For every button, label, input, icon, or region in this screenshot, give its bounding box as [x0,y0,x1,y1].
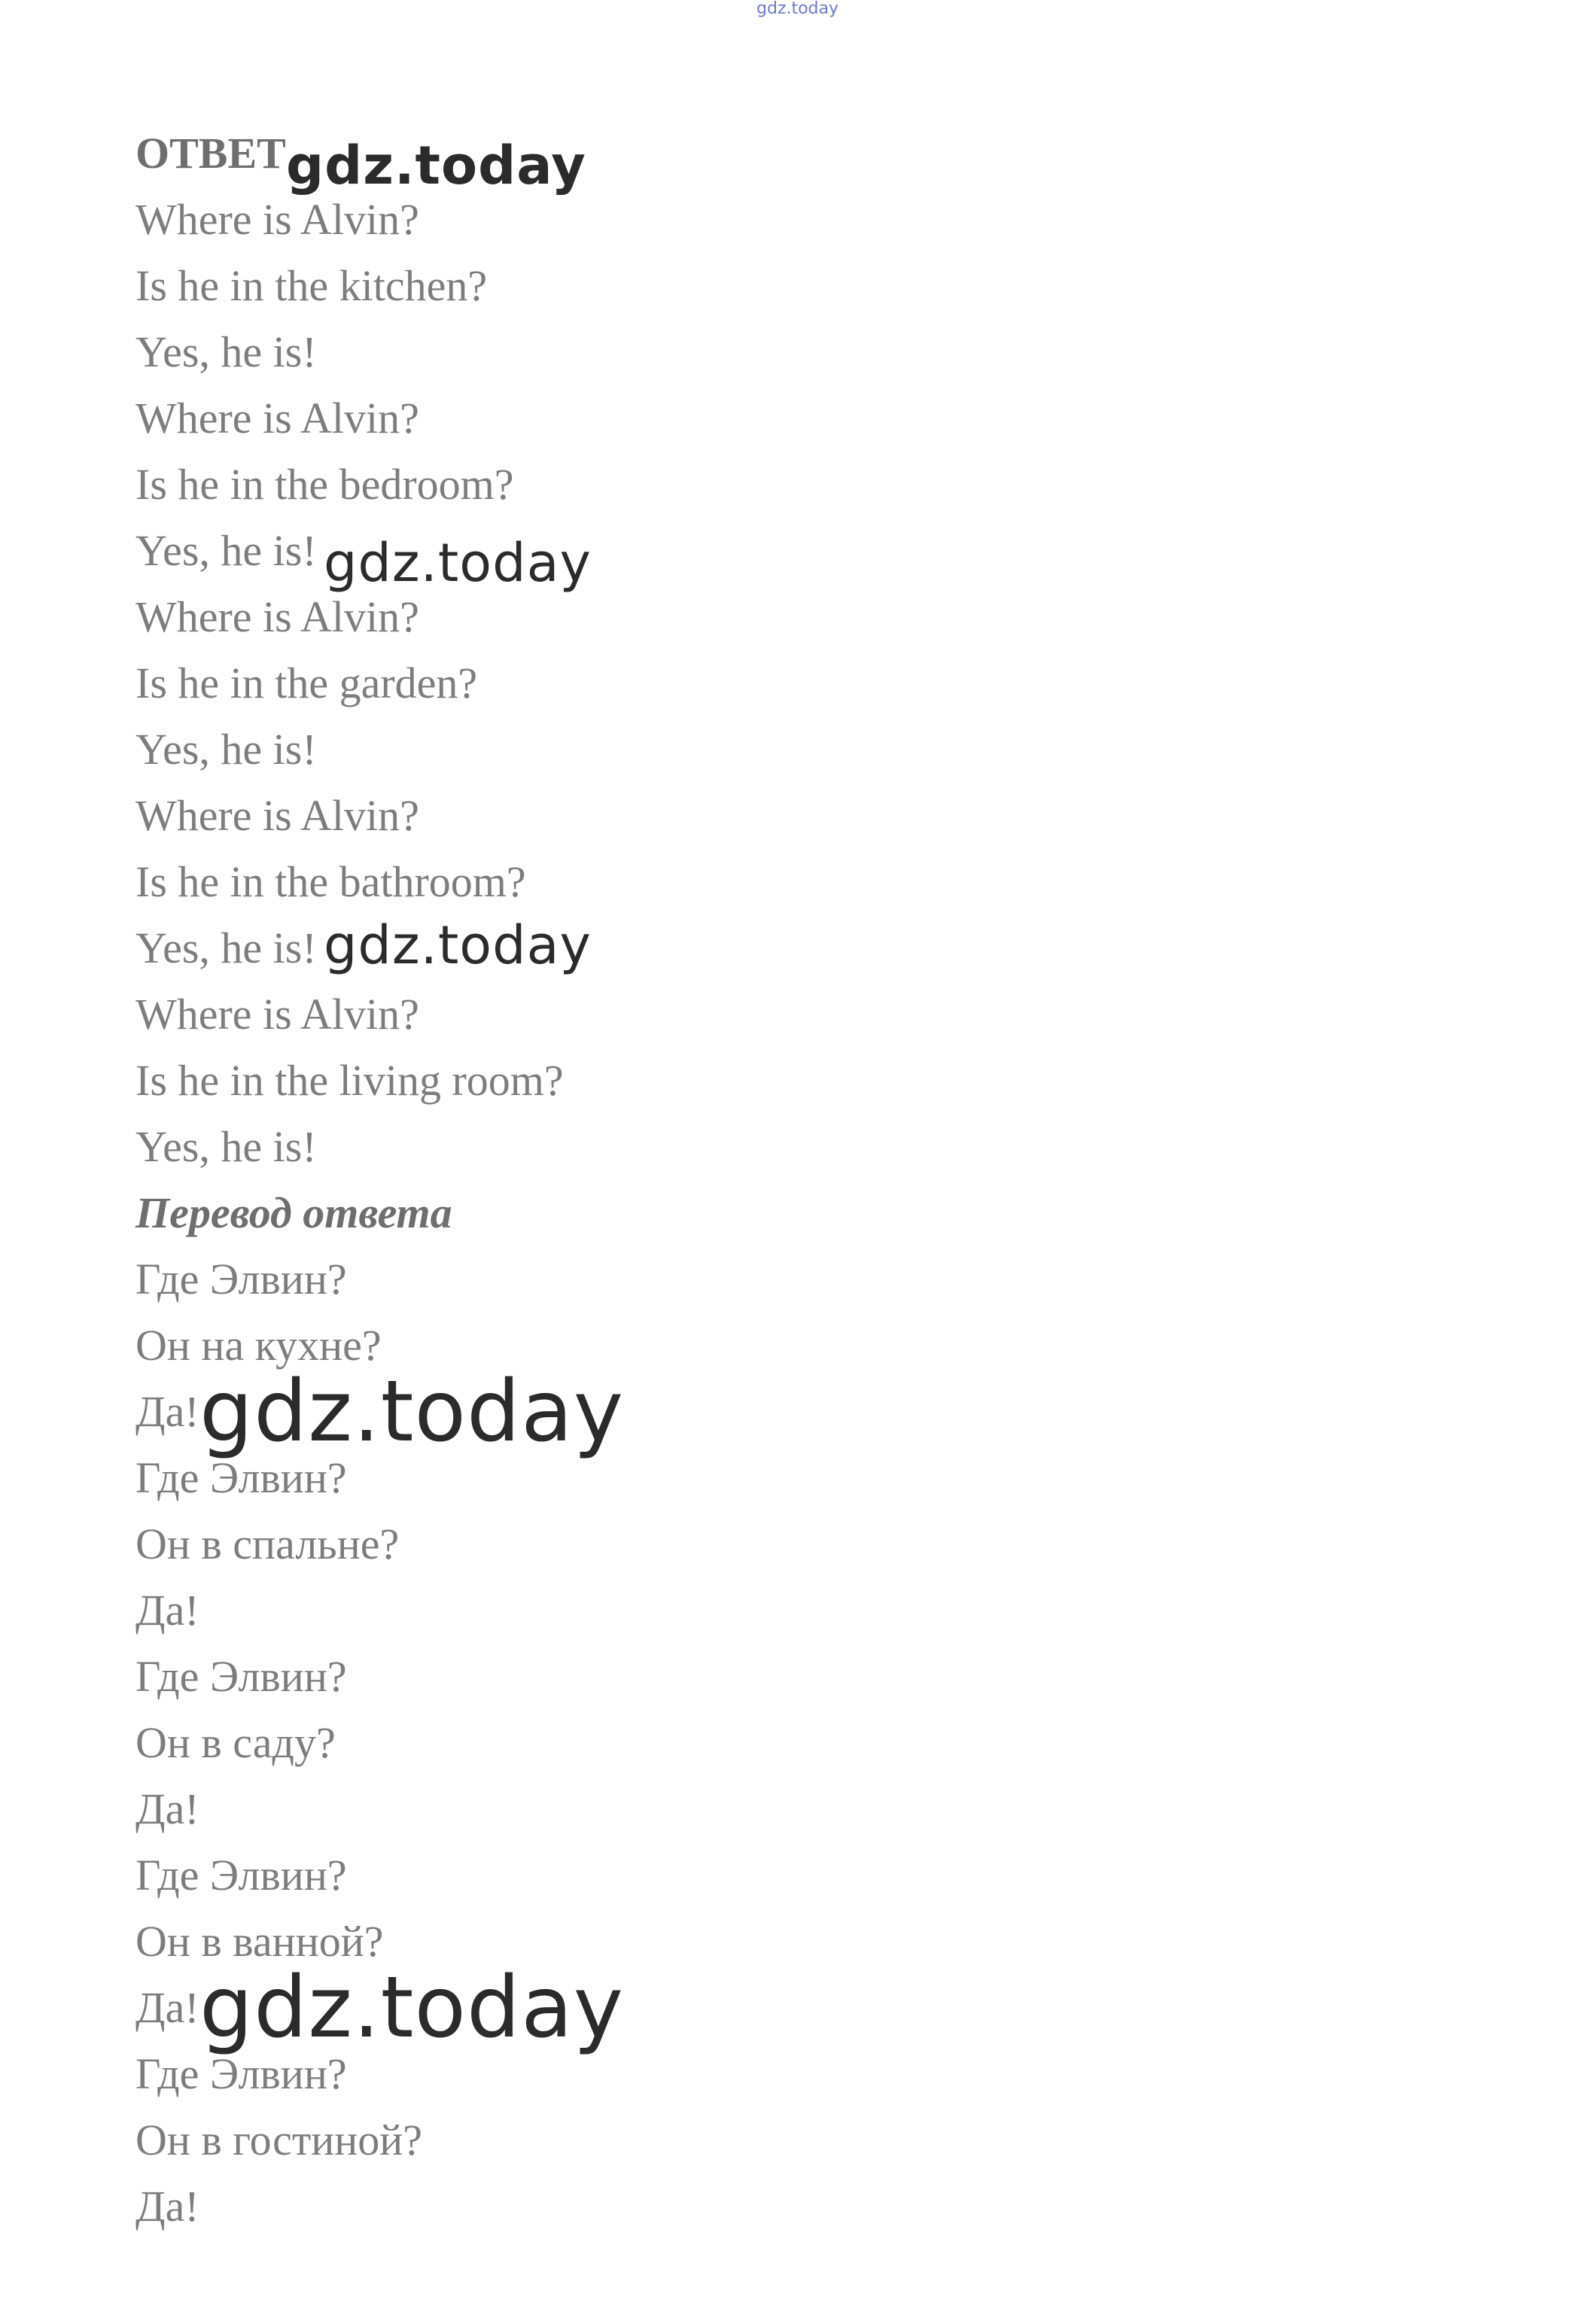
english-line-with-watermark [135,915,1490,981]
russian-line: Он на кухне? [135,1321,382,1370]
russian-line: Он в гостиной? [135,2116,423,2164]
russian-line: Он в саду? [135,1718,336,1767]
english-line-with-watermark [135,518,1490,594]
answer-heading [135,120,1490,196]
watermark-text: gdz.today [199,1363,625,1461]
english-line: Is he in the kitchen? [135,261,488,310]
top-watermark: gdz.today [756,0,839,18]
english-line: Is he in the garden? [135,659,478,707]
english-line: Yes, he is! [135,526,317,575]
translation-heading: Перевод ответа [135,1188,452,1237]
answer-document [135,120,1490,2240]
russian-line-with-watermark [135,1959,1490,2057]
russian-line: Да! [135,1983,199,2032]
english-line: Where is Alvin? [135,592,419,641]
russian-line: Он в спальне? [135,1519,400,1568]
watermark-text: gdz.today [324,532,592,594]
russian-line: Где Элвин? [135,1453,347,1502]
english-line: Where is Alvin? [135,394,419,443]
russian-line: Да! [135,1586,199,1635]
english-line: Where is Alvin? [135,195,419,244]
watermark-text: gdz.today [199,1959,625,2057]
english-line: Yes, he is! [135,327,317,376]
answer-heading-text: ОТВЕТ [135,129,286,178]
english-line: Is he in the bedroom? [135,460,514,509]
russian-line: Где Элвин? [135,1851,347,1900]
english-line: Yes, he is! [135,725,317,774]
russian-line: Где Элвин? [135,1652,347,1701]
watermark-text: gdz.today [286,135,586,196]
english-line: Is he in the bathroom? [135,857,526,906]
watermark-text: gdz.today [324,914,592,976]
russian-line: Где Элвин? [135,1255,347,1303]
russian-line: Да! [135,1784,199,1833]
russian-line: Да! [135,1387,199,1436]
russian-line-with-watermark [135,1363,1490,1461]
english-line: Is he in the living room? [135,1056,564,1105]
english-line: Yes, he is! [135,923,317,972]
russian-line: Да! [135,2182,199,2231]
russian-line: Он в ванной? [135,1917,384,1966]
russian-line: Где Элвин? [135,2049,347,2098]
english-line: Where is Alvin? [135,791,419,840]
english-line: Where is Alvin? [135,990,419,1039]
english-line: Yes, he is! [135,1122,317,1171]
